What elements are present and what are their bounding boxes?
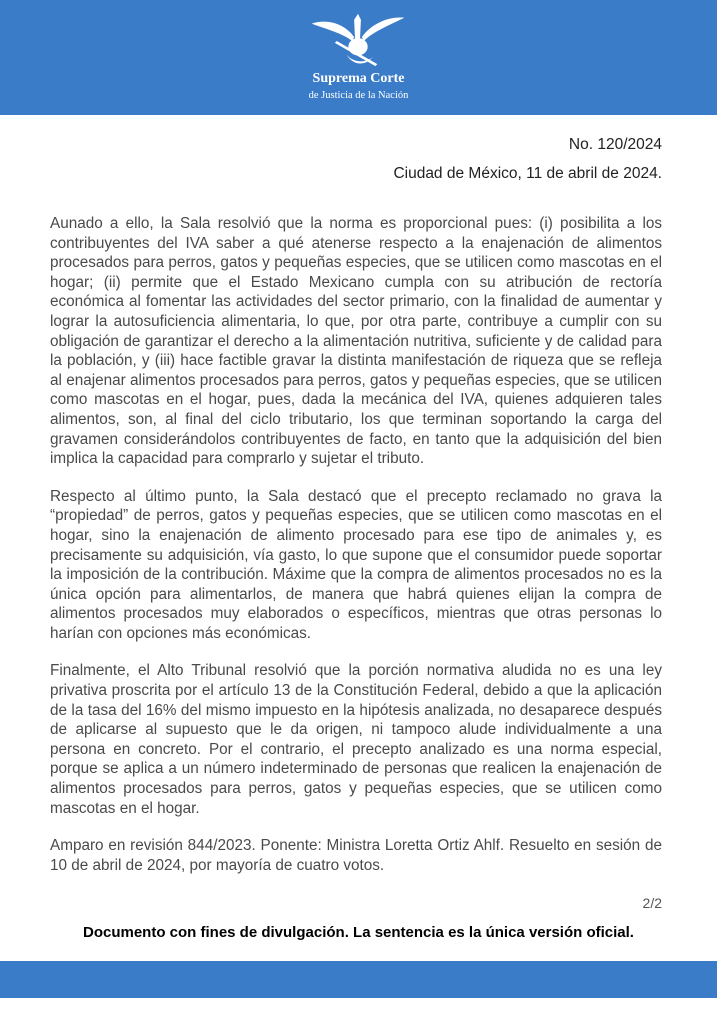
place-date: Ciudad de México, 11 de abril de 2024. <box>393 165 662 182</box>
brand-subtitle: de Justicia de la Nación <box>308 90 409 101</box>
paragraph-3: Finalmente, el Alto Tribunal resolvió que la porción normativa aludida no es una ley privativa proscrita por el artículo 13 de la Constitución Federal, debido a que la aplicación de la tasa del 16% del mismo impuesto en la hipótesis analizada, no desaparece después de aplicarse al supuesto que le da origen, ni tampoco alude individualmente a una persona en concreto. Por el contrario, el precepto analizado es una norma especial, porque se aplica a un número indeterminado de personas que realicen la enajenación de alimentos procesados para perros, gatos y pequeñas especies, que se utilicen como mascotas en el hogar. <box>50 662 662 817</box>
eagle-emblem-icon <box>308 12 408 68</box>
brand-name: Suprema Corte <box>312 71 405 86</box>
paragraph-2: Respecto al último punto, la Sala destacó que el precepto reclamado no grava la “propiedad” de perros, gatos y pequeñas especies, que se utilicen como mascotas en el hogar, sino la enajenación de alimento procesado para ese tipo de animales y, es precisamente su adquisición, vía gasto, lo que supone que el consumidor puede soportar la imposición de la contribución. Máxime que la compra de alimentos procesados no es la única opción para alimentarlos, de manera que habrá quienes elijan la compra de alimentos procesados muy elaborados o específicos, mientras que otras personas lo harían con opciones más económicas. <box>50 487 662 642</box>
disclaimer: Documento con fines de divulgación. La sentencia es la única versión oficial. <box>83 924 634 942</box>
footer-bar <box>0 961 717 998</box>
case-reference: Amparo en revisión 844/2023. Ponente: Ministra Loretta Ortiz Ahlf. Resuelto en sesión de 10 de abril de 2024, por mayoría de cuatro votos. <box>50 837 662 874</box>
paragraph-1: Aunado a ello, la Sala resolvió que la norma es proporcional pues: (i) posibilita a los contribuyentes del IVA saber a qué atenerse respecto a la enajenación de alimentos procesados para perros, gatos y pequeñas especies, que se utilicen como mascotas en el hogar; (ii) permite que el Estado Mexicano cumpla con su atribución de rectoría económica al fomentar las actividades del sector primario, con la finalidad de aumentar y lograr la autosuficiencia alimentaria, lo que, por otra parte, contribuye a cumplir con su obligación de garantizar el derecho a la alimentación nutritiva, suficiente y de calidad para la población, y (iii) hace factible gravar la distinta manifestación de riqueza que se refleja al enajenar alimentos procesados para perros, gatos y pequeñas especies, que se utilicen como mascotas en el hogar, pues, dada la mecánica del IVA, quienes adquieren tales alimentos, son, al final del ciclo tributario, los que terminan soportando la carga del gravamen considerándolos contribuyentes de facto, en tanto que la adquisición del bien implica la capacidad para comprarlo y sujetar el tributo. <box>50 215 662 468</box>
document-body <box>0 115 717 913</box>
press-release-number: No. 120/2024 <box>568 136 662 153</box>
header-bar <box>0 0 717 115</box>
page-number: 2/2 <box>642 895 662 912</box>
